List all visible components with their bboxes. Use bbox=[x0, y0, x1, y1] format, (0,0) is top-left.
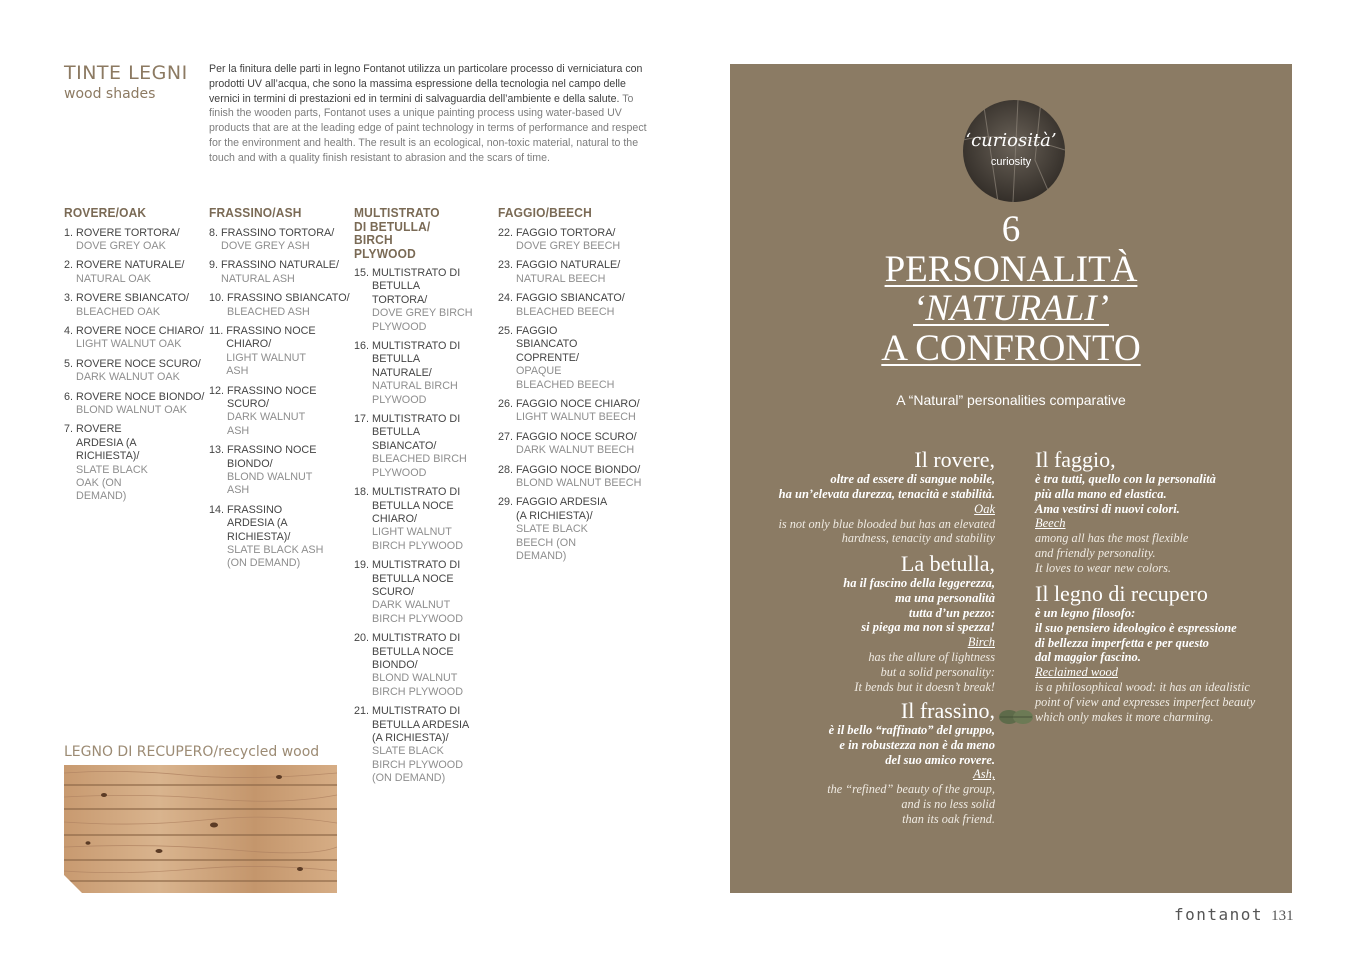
frassino-block bbox=[740, 699, 995, 827]
shade-number: 7. bbox=[64, 423, 74, 436]
shade-item bbox=[354, 413, 504, 480]
shade-italian: MULTISTRATO DI BETULLA NOCE CHIARO/ bbox=[372, 486, 461, 525]
betulla-it-2: ma una personalità bbox=[894, 590, 995, 605]
shade-item bbox=[209, 385, 359, 439]
betulla-en-3: It bends but it doesn’t break! bbox=[854, 679, 995, 694]
shade-number: 2. bbox=[64, 259, 74, 272]
shade-text bbox=[76, 325, 214, 352]
curiosity-panel bbox=[730, 64, 1292, 893]
shade-column bbox=[64, 206, 214, 510]
shade-italian: FRASSINO SBIANCATO/ bbox=[227, 292, 350, 305]
shade-text bbox=[516, 398, 648, 425]
shade-italian: MULTISTRATO DI BETULLA NOCE BIONDO/ bbox=[372, 632, 461, 671]
shade-text bbox=[227, 385, 327, 439]
shade-italian: MULTISTRATO DI BETULLA TORTORA/ bbox=[372, 267, 461, 306]
frassino-title: Il frassino, bbox=[900, 698, 995, 723]
shade-number: 14. bbox=[209, 503, 225, 516]
betulla-block bbox=[740, 552, 995, 695]
betulla-it-3: tutta d’un pezzo: bbox=[908, 605, 995, 620]
shade-text bbox=[516, 464, 648, 491]
seal-word: ‘curiosità’ bbox=[965, 130, 1057, 151]
frassino-en-3: than its oak friend. bbox=[902, 811, 995, 826]
shade-number: 9. bbox=[209, 259, 219, 272]
curiosity-seal-image bbox=[963, 100, 1065, 202]
shade-item bbox=[354, 632, 504, 699]
recupero-it-1: è un legno filosofo: bbox=[1035, 606, 1136, 620]
shade-text bbox=[226, 325, 326, 379]
shade-english: NATURAL BIRCH PLYWOOD bbox=[372, 380, 458, 406]
shade-text bbox=[76, 259, 214, 286]
shade-english: DOVE GREY OAK bbox=[76, 239, 166, 252]
seal-subtitle: curiosity bbox=[990, 156, 1032, 168]
leaf-icon bbox=[998, 706, 1034, 728]
shade-text bbox=[372, 267, 477, 334]
title-line-4: A CONFRONTO bbox=[881, 327, 1141, 369]
shade-text bbox=[227, 292, 359, 319]
shade-item bbox=[498, 292, 648, 319]
shade-italian: FAGGIO TORTORA/ bbox=[516, 226, 616, 239]
shade-italian: ROVERE TORTORA/ bbox=[76, 226, 180, 239]
shade-number: 27. bbox=[498, 430, 514, 443]
faggio-en-1: among all has the most flexible bbox=[1035, 531, 1189, 546]
shade-italian: FRASSINO NOCE BIONDO/ bbox=[227, 444, 317, 470]
shade-item bbox=[209, 259, 359, 286]
intro-text bbox=[209, 62, 649, 166]
shade-italian: FAGGIO NOCE BIONDO/ bbox=[516, 463, 641, 476]
shade-text bbox=[372, 632, 477, 699]
shade-number: 5. bbox=[64, 357, 74, 370]
shade-italian: ROVERE NOCE SCURO/ bbox=[76, 357, 201, 370]
recupero-it-4: dal maggior fascino. bbox=[1035, 650, 1141, 665]
faggio-en-2: and friendly personality. bbox=[1035, 546, 1156, 561]
shade-number: 18. bbox=[354, 486, 370, 499]
betulla-en-label: Birch bbox=[967, 635, 995, 650]
shade-english: SLATE BLACK ASH (ON DEMAND) bbox=[227, 544, 324, 570]
shade-number: 29. bbox=[498, 496, 514, 509]
faggio-en-label: Beech bbox=[1035, 516, 1066, 531]
faggio-en-3: It loves to wear new colors. bbox=[1035, 560, 1171, 575]
shade-english: LIGHT WALNUT BEECH bbox=[516, 411, 636, 424]
betulla-it-1: ha il fascino della leggerezza, bbox=[843, 576, 995, 590]
shade-english: BLEACHED BIRCH PLYWOOD bbox=[372, 453, 467, 479]
shade-italian: MULTISTRATO DI BETULLA NOCE SCURO/ bbox=[372, 559, 461, 598]
recupero-en-label: Reclaimed wood bbox=[1035, 665, 1118, 680]
shade-text bbox=[372, 559, 477, 626]
shade-column bbox=[498, 206, 648, 569]
shade-text bbox=[76, 358, 214, 385]
recupero-it-2: il suo pensiero ideologico è espressione bbox=[1035, 620, 1237, 635]
shade-english: BLOND WALNUT ASH bbox=[227, 471, 313, 497]
shade-italian: FAGGIO SBIANCATO/ bbox=[516, 292, 625, 305]
frassino-en-1: the “refined” beauty of the group, bbox=[827, 782, 995, 797]
betulla-en-1: has the allure of lightness bbox=[868, 650, 995, 665]
shade-item bbox=[354, 340, 504, 407]
shade-number: 12. bbox=[209, 384, 225, 397]
shade-text bbox=[372, 340, 477, 407]
shade-number: 26. bbox=[498, 397, 514, 410]
rovere-title: Il rovere, bbox=[914, 447, 995, 472]
shade-text bbox=[516, 496, 616, 563]
rovere-it-2: ha un’elevata durezza, tenacità e stabilità. bbox=[778, 486, 995, 501]
rovere-en-label: Oak bbox=[974, 501, 995, 516]
recycled-wood-image bbox=[64, 765, 337, 893]
recupero-en-3: which only makes it more charming. bbox=[1035, 709, 1214, 724]
shade-english: DOVE GREY BIRCH PLYWOOD bbox=[372, 307, 473, 333]
recupero-it-3: di bellezza imperfetta e per questo bbox=[1035, 635, 1209, 650]
shade-text bbox=[516, 259, 648, 286]
shade-number: 1. bbox=[64, 226, 74, 239]
shade-number: 6. bbox=[64, 390, 74, 403]
shade-text bbox=[221, 259, 359, 286]
frassino-it-2: e in robustezza non è da meno bbox=[839, 737, 995, 752]
shade-number: 4. bbox=[64, 324, 74, 337]
betulla-en-2: but a solid personality: bbox=[880, 664, 995, 679]
recupero-title: Il legno di recupero bbox=[1035, 581, 1208, 606]
shade-item bbox=[64, 423, 214, 503]
shade-item bbox=[64, 227, 214, 254]
shade-number: 19. bbox=[354, 559, 370, 572]
betulla-title: La betulla, bbox=[900, 551, 995, 576]
shade-number: 10. bbox=[209, 292, 225, 305]
shade-english: SLATE BLACK OAK (ON DEMAND) bbox=[76, 463, 148, 503]
shade-text bbox=[227, 504, 327, 571]
shade-item bbox=[498, 259, 648, 286]
shade-english: BLEACHED BEECH bbox=[516, 305, 615, 318]
recupero-en-2: point of view and expresses imperfect beauty bbox=[1035, 694, 1256, 709]
shade-italian: ROVERE NOCE BIONDO/ bbox=[76, 390, 205, 403]
column-heading: FRASSINO/ASH bbox=[209, 205, 302, 220]
recycled-wood-label: LEGNO DI RECUPERO/recycled wood bbox=[64, 744, 320, 760]
shade-number: 22. bbox=[498, 226, 514, 239]
shade-english: LIGHT WALNUT ASH bbox=[226, 351, 306, 378]
intro-italian: Per la finitura delle parti in legno Fontanot utilizza un particolare processo di verniciatura con prodotti UV all’acqua, che sono la massima espressione della tecnologia nel campo delle vernici in termini di prestazioni ed in termini di salvaguardia dell’ambiente e della salute. bbox=[209, 63, 643, 105]
shade-item bbox=[209, 325, 359, 379]
title-line-3: ‘NATURALI’ bbox=[913, 288, 1109, 329]
shade-column bbox=[209, 206, 359, 577]
shade-english: BLOND WALNUT BEECH bbox=[516, 477, 642, 489]
shade-text bbox=[221, 227, 359, 254]
shade-italian: FRASSINO NOCE CHIARO/ bbox=[226, 324, 316, 351]
rovere-it-1: oltre ad essere di sangue nobile, bbox=[830, 472, 995, 486]
shade-english: LIGHT WALNUT OAK bbox=[76, 338, 182, 351]
column-heading: ROVERE/OAK bbox=[64, 205, 147, 220]
betulla-it-4: si piega ma non si spezza! bbox=[861, 620, 995, 635]
shade-italian: FRASSINO NATURALE/ bbox=[221, 259, 340, 272]
shade-english: DARK WALNUT BIRCH PLYWOOD bbox=[372, 599, 463, 625]
shade-text bbox=[516, 325, 616, 392]
wood-planks-picture bbox=[64, 765, 337, 893]
shade-english: NATURAL BEECH bbox=[516, 272, 606, 285]
column-heading: FAGGIO/BEECH bbox=[498, 205, 592, 220]
shade-italian: ROVERE NATURALE/ bbox=[76, 259, 185, 272]
shade-item bbox=[498, 325, 648, 392]
shade-italian: FAGGIO ARDESIA (A RICHIESTA)/ bbox=[516, 496, 607, 522]
shade-text bbox=[227, 444, 327, 498]
shade-column bbox=[354, 206, 504, 792]
shade-number: 15. bbox=[354, 267, 370, 279]
shade-english: NATURAL ASH bbox=[221, 272, 295, 285]
shade-italian: MULTISTRATO DI BETULLA ARDESIA (A RICHIESTA)/ bbox=[372, 705, 469, 744]
shade-text bbox=[76, 423, 166, 503]
section-subtitle: wood shades bbox=[64, 86, 156, 102]
page-number: 131 bbox=[1271, 908, 1294, 924]
shade-english: BLOND WALNUT BIRCH PLYWOOD bbox=[372, 672, 463, 698]
section-title: TINTE LEGNI bbox=[64, 62, 188, 84]
frassino-en-2: and is no less solid bbox=[901, 797, 995, 812]
title-line-1: 6 bbox=[1001, 209, 1021, 250]
tree-bark-picture bbox=[963, 100, 1065, 202]
shade-item bbox=[64, 259, 214, 286]
faggio-it-1: è tra tutti, quello con la personalità bbox=[1035, 472, 1216, 486]
shade-item bbox=[209, 444, 359, 498]
rovere-block bbox=[740, 448, 995, 546]
shade-text bbox=[516, 292, 648, 319]
faggio-it-2: più alla mano ed elastica. bbox=[1035, 486, 1167, 501]
shade-italian: ROVERE ARDESIA (A RICHIESTA)/ bbox=[76, 423, 140, 463]
shade-text bbox=[372, 486, 477, 553]
page-footer bbox=[1174, 905, 1294, 925]
shade-english: DOVE GREY ASH bbox=[221, 239, 310, 252]
shade-italian: MULTISTRATO DI BETULLA NATURALE/ bbox=[372, 340, 461, 379]
shade-italian: ROVERE SBIANCATO/ bbox=[76, 292, 190, 305]
column-heading: MULTISTRATO DI BETULLA/ BIRCH PLYWOOD bbox=[354, 205, 440, 261]
shade-text bbox=[516, 431, 648, 458]
shade-italian: FAGGIO NATURALE/ bbox=[516, 259, 621, 272]
shade-text bbox=[516, 227, 648, 254]
shade-number: 13. bbox=[209, 444, 225, 457]
shade-number: 16. bbox=[354, 340, 370, 353]
shade-english: LIGHT WALNUT BIRCH PLYWOOD bbox=[372, 526, 463, 552]
shade-english: DOVE GREY BEECH bbox=[516, 239, 621, 252]
shade-item bbox=[64, 358, 214, 385]
frassino-it-1: è il bello “raffinato” del gruppo, bbox=[828, 723, 995, 737]
shade-item bbox=[498, 496, 648, 563]
shade-italian: FRASSINO ARDESIA (A RICHIESTA)/ bbox=[227, 503, 291, 543]
frassino-it-3: del suo amico rovere. bbox=[885, 752, 995, 767]
shade-text bbox=[76, 292, 214, 319]
shade-english: BLOND WALNUT OAK bbox=[76, 403, 188, 416]
shade-english: DARK WALNUT OAK bbox=[76, 371, 180, 384]
shade-item bbox=[354, 705, 504, 785]
shade-text bbox=[372, 413, 477, 480]
shade-text bbox=[76, 391, 214, 418]
recupero-block bbox=[1035, 582, 1285, 725]
intro-english: To finish the wooden parts, Fontanot uses a unique painting process using water-based UV products that are at the leading edge of paint technology in terms of performance and respect for the environment and health. The result is an ecological, non-toxic material, natural to the touch and with a quality finish resistant to abrasion and the scars of time. bbox=[209, 92, 647, 164]
shade-italian: FAGGIO NOCE SCURO/ bbox=[516, 430, 637, 443]
shade-item bbox=[498, 227, 648, 254]
panel-subtitle: A “Natural” personalities comparative bbox=[896, 392, 1126, 408]
shade-number: 24. bbox=[498, 292, 514, 305]
shade-english: DARK WALNUT BEECH bbox=[516, 444, 635, 457]
shade-italian: FRASSINO NOCE SCURO/ bbox=[227, 384, 317, 410]
shade-italian: FAGGIO NOCE CHIARO/ bbox=[516, 397, 640, 410]
shade-text bbox=[76, 227, 214, 254]
shade-english: NATURAL OAK bbox=[76, 272, 152, 285]
shade-number: 17. bbox=[354, 413, 370, 426]
shade-item bbox=[209, 504, 359, 571]
panel-title bbox=[730, 210, 1292, 368]
shade-item bbox=[209, 227, 359, 254]
faggio-title: Il faggio, bbox=[1035, 447, 1116, 472]
shade-english: SLATE BLACK BEECH (ON DEMAND) bbox=[516, 523, 588, 563]
shade-item bbox=[64, 391, 214, 418]
shade-english: OPAQUE BLEACHED BEECH bbox=[516, 365, 615, 391]
shade-item bbox=[498, 464, 648, 491]
shade-italian: FAGGIO SBIANCATO COPRENTE/ bbox=[516, 324, 580, 364]
shade-number: 23. bbox=[498, 259, 514, 272]
shade-text bbox=[372, 705, 477, 785]
shade-italian: MULTISTRATO DI BETULLA SBIANCATO/ bbox=[372, 413, 461, 452]
frassino-en-label: Ash, bbox=[973, 767, 995, 782]
shade-item bbox=[354, 559, 504, 626]
shade-item bbox=[209, 292, 359, 319]
brand-logo: fontanot bbox=[1174, 905, 1264, 924]
shade-number: 8. bbox=[209, 226, 219, 239]
shade-number: 21. bbox=[354, 705, 370, 718]
shade-english: BLEACHED OAK bbox=[76, 305, 161, 318]
shade-item bbox=[354, 267, 504, 334]
shade-item bbox=[64, 292, 214, 319]
shade-item bbox=[354, 486, 504, 553]
shade-english: BLEACHED ASH bbox=[227, 305, 310, 318]
rovere-en-1: is not only blue blooded but has an elevated bbox=[778, 516, 995, 531]
shade-english: DARK WALNUT ASH bbox=[227, 411, 306, 437]
shade-item bbox=[498, 431, 648, 458]
faggio-it-3: Ama vestirsi di nuovi colori. bbox=[1035, 501, 1180, 516]
shade-number: 20. bbox=[354, 632, 370, 645]
faggio-block bbox=[1035, 448, 1285, 576]
shade-italian: FRASSINO TORTORA/ bbox=[221, 226, 335, 239]
shade-number: 3. bbox=[64, 292, 74, 305]
recupero-en-1: is a philosophical wood: it has an idealistic bbox=[1035, 680, 1250, 695]
shade-number: 25. bbox=[498, 324, 514, 337]
title-line-2: PERSONALITÀ bbox=[884, 248, 1138, 290]
shade-italian: ROVERE NOCE CHIARO/ bbox=[76, 324, 204, 337]
shade-item bbox=[64, 325, 214, 352]
shade-number: 28. bbox=[498, 463, 514, 476]
shade-item bbox=[498, 398, 648, 425]
shade-number: 11. bbox=[209, 324, 224, 337]
rovere-en-2: hardness, tenacity and stability bbox=[841, 531, 995, 546]
shade-english: SLATE BLACK BIRCH PLYWOOD (ON DEMAND) bbox=[372, 745, 463, 785]
